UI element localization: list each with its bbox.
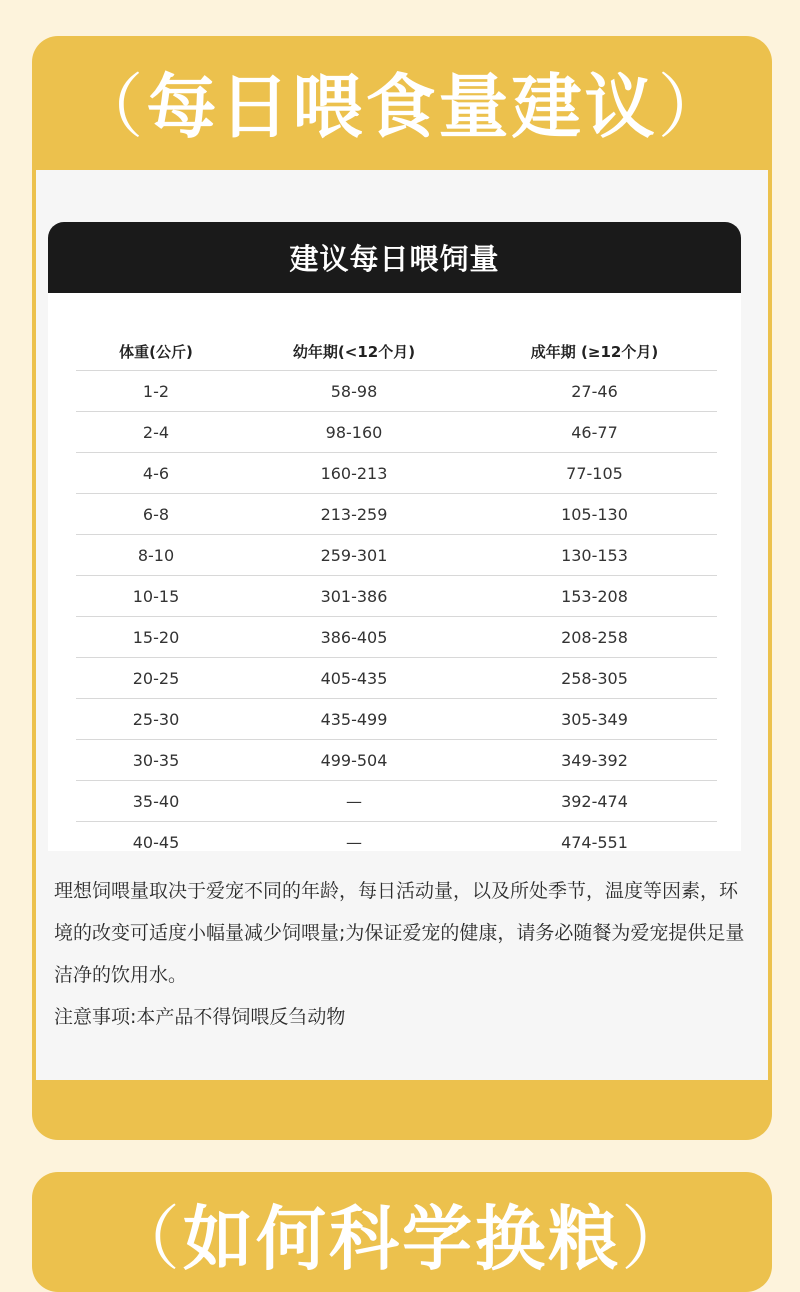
table-row: [76, 371, 717, 412]
table-row: [76, 740, 717, 781]
caution-text: 注意事项:本产品不得饲喂反刍动物: [54, 1006, 346, 1028]
table-row: [76, 535, 717, 576]
table-title: 建议每日喂饲量: [48, 222, 741, 293]
cell-weight: 35-40: [132, 791, 180, 811]
header-weight: 体重(公斤): [119, 342, 193, 361]
cell-adult: 105-130: [561, 504, 628, 524]
cell-adult: 392-474: [561, 791, 628, 811]
cell-weight: 8-10: [137, 545, 175, 565]
card-bottom-band: [32, 1080, 772, 1140]
food-switch-card: [32, 1172, 772, 1292]
title2-paren-right: ）: [621, 1198, 694, 1280]
feeding-notes: [54, 870, 754, 1038]
cell-puppy: 213-259: [320, 504, 388, 524]
content-panel: [36, 170, 768, 1080]
table-row: [76, 453, 717, 494]
cell-adult: 305-349: [561, 709, 628, 729]
table-row: [76, 494, 717, 535]
cell-puppy: 386-405: [320, 627, 388, 647]
title2-paren-left: （: [110, 1198, 183, 1280]
cell-puppy: 259-301: [320, 545, 388, 565]
cell-puppy: 58-98: [330, 381, 378, 401]
section-title: [32, 62, 772, 152]
cell-puppy: 98-160: [325, 422, 383, 442]
cell-puppy: 160-213: [320, 463, 388, 483]
cell-adult: 208-258: [561, 627, 628, 647]
feeding-table: [76, 332, 717, 851]
cell-adult: 258-305: [561, 668, 628, 688]
table-row: [76, 781, 717, 822]
cell-puppy: 405-435: [320, 668, 388, 688]
cell-adult: 349-392: [561, 750, 628, 770]
section2-title: [32, 1194, 772, 1284]
cell-weight: 40-45: [132, 832, 180, 851]
cell-adult: 46-77: [571, 422, 618, 442]
cell-weight: 15-20: [132, 627, 180, 647]
cell-weight: 2-4: [142, 422, 170, 442]
cell-weight: 30-35: [132, 750, 180, 770]
cell-adult: 153-208: [561, 586, 628, 606]
table-row: [76, 617, 717, 658]
notes-paragraph: 理想饲喂量取决于爱宠不同的年龄，每日活动量，以及所处季节，温度等因素，环境的改变可适度小幅量减少饲喂量;为保证爱宠的健康，请务必随餐为爱宠提供足量洁净的饮用水。: [54, 880, 745, 986]
cell-weight: 20-25: [132, 668, 180, 688]
cell-weight: 4-6: [142, 463, 170, 483]
cell-adult: 474-551: [561, 832, 628, 851]
cell-puppy: 499-504: [320, 750, 388, 770]
section-title-text: 每日喂食量建议: [146, 66, 658, 148]
section2-title-text: 如何科学换粮: [183, 1198, 621, 1280]
header-puppy: 幼年期(<12个月): [292, 342, 416, 361]
cell-adult: 77-105: [566, 463, 623, 483]
table-body: [76, 371, 717, 851]
cell-adult: 130-153: [561, 545, 628, 565]
feeding-advice-card: [32, 36, 772, 1140]
table-row: [76, 576, 717, 617]
feeding-table-card: [48, 222, 741, 851]
cell-puppy: —: [346, 832, 362, 851]
header-adult: 成年期 (≥12个月): [530, 342, 659, 361]
cell-puppy: 435-499: [320, 709, 388, 729]
title-paren-right: ）: [657, 66, 731, 148]
cell-weight: 1-2: [142, 381, 170, 401]
cell-weight: 10-15: [132, 586, 180, 606]
table-row: [76, 699, 717, 740]
cell-puppy: 301-386: [320, 586, 388, 606]
table-row: [76, 822, 717, 851]
title-paren-left: （: [73, 66, 147, 148]
cell-weight: 25-30: [132, 709, 180, 729]
table-header-row: [76, 332, 717, 371]
table-row: [76, 658, 717, 699]
table-row: [76, 412, 717, 453]
cell-weight: 6-8: [142, 504, 170, 524]
cell-puppy: —: [346, 791, 362, 811]
cell-adult: 27-46: [571, 381, 618, 401]
